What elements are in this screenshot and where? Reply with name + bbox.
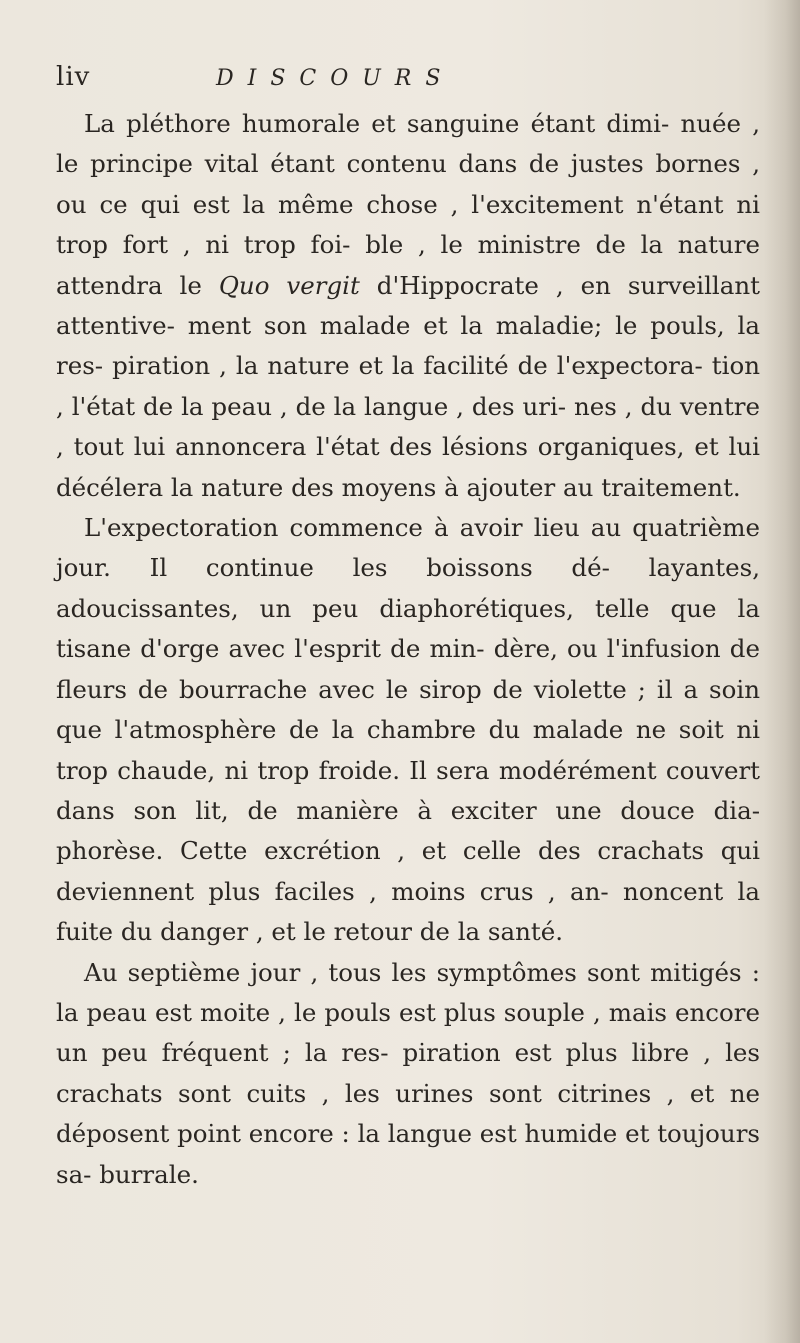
paragraph-2: L'expectoration commence à avoir lieu au quatrième jour. Il continue les boissons dé- layantes, adoucissantes, un peu diaphorétiques, telle que la tisane d'orge avec l'esprit de min- dère, ou l'infusion de fleurs de bourrache avec le sirop de violette ; il a soin que l'atmosphère de la chambre du malade ne soit ni trop chaude, ni trop froide. Il sera modérément couvert dans son lit, de manière à exciter une douce dia- phorèse. Cette excrétion , et celle des crachats qui deviennent plus faciles , moins crus , an- noncent la fuite du danger , et le retour de la santé.	[56, 513, 760, 947]
running-head	[56, 62, 756, 102]
body-text	[56, 104, 760, 1195]
paragraph-1-text-a: La pléthore humorale et sanguine étant dimi- nuée , le principe vital étant contenu dans de justes bornes , ou ce qui est la même chose , l'excitement n'étant ni trop fort , ni trop foi- ble , le ministre de la nature attendra le	[56, 109, 760, 300]
running-title: DISCOURS	[216, 66, 455, 91]
latin-quote: Quo vergit	[218, 270, 360, 300]
page-edge-shadow	[764, 0, 800, 1343]
paragraph-1-text-b: d'Hippocrate , en surveillant attentive- ment son malade et la maladie; le pouls, la res- piration , la nature et la facilité de l'expectora- tion , l'état de la peau , de la langue , des uri- nes , du ventre , tout lui annoncera l'état des lésions organiques, et lui décélera la nature des moyens à ajouter au traitement.	[56, 270, 760, 502]
page-number: liv	[56, 62, 91, 92]
paragraph-3: Au septième jour , tous les symptômes sont mitigés : la peau est moite , le pouls est plus souple , mais encore un peu fréquent ; la res- piration est plus libre , les crachats sont cuits , les urines sont citrines , et ne déposent point encore : la langue est humide et toujours sa- burrale.	[56, 957, 760, 1189]
paragraph-1	[56, 104, 760, 508]
